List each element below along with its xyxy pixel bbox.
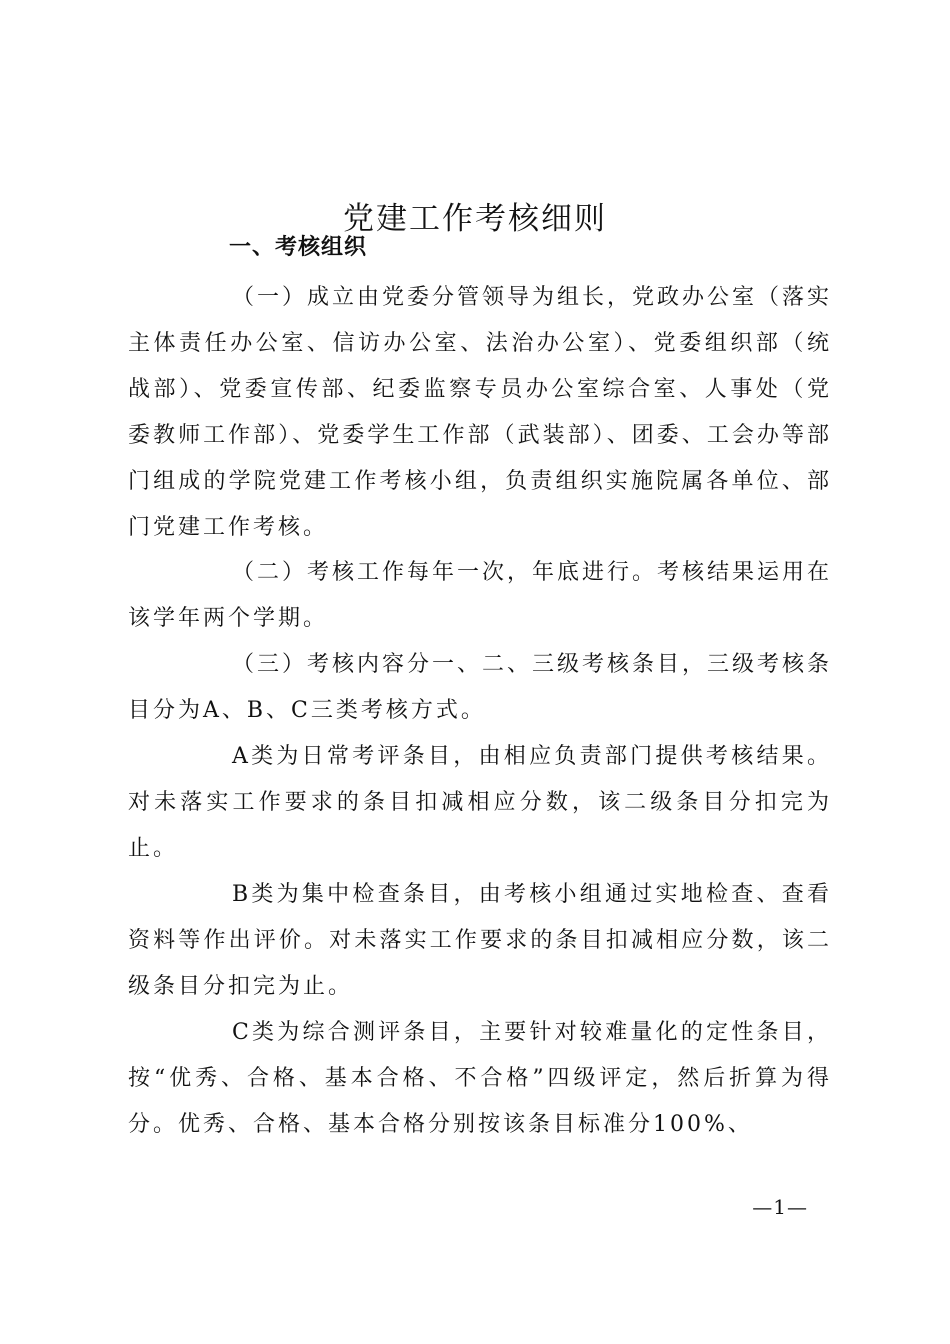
section-heading: 一、考核组织 bbox=[229, 235, 368, 260]
paragraph-type-b: B类为集中检查条目，由考核小组通过实地检查、查看资料等作出评价。对未落实工作要求的条目扣减相应分数，该二级条目分扣完为止。 bbox=[128, 882, 832, 999]
paragraph-content: （三）考核内容分一、二、三级考核条目，三级考核条目分为A、B、C三类考核方式。 bbox=[128, 652, 833, 723]
paragraph-type-a: A类为日常考评条目，由相应负责部门提供考核结果。对未落实工作要求的条目扣减相应分数，该二级条目分扣完为止。 bbox=[128, 744, 832, 861]
page-title: 党建工作考核细则 bbox=[343, 200, 607, 237]
paragraph-frequency: （二）考核工作每年一次，年底进行。考核结果运用在该学年两个学期。 bbox=[128, 560, 833, 631]
page-number: —1— bbox=[752, 1195, 808, 1219]
paragraph-type-c: C类为综合测评条目，主要针对较难量化的定性条目，按“优秀、合格、基本合格、不合格”四级评定，然后折算为得分。优秀、合格、基本合格分别按该条目标准分100%、 bbox=[128, 1020, 832, 1137]
paragraph-organization: （一）成立由党委分管领导为组长，党政办公室（落实主体责任办公室、信访办公室、法治办公室）、党委组织部（统战部）、党委宣传部、纪委监察专员办公室综合室、人事处（党委教师工作部）、党委学生工作部（武装部）、团委、工会办等部门组成的学院党建工作考核小组，负责组织实施院属各单位、部门党建工作考核。 bbox=[128, 285, 833, 540]
